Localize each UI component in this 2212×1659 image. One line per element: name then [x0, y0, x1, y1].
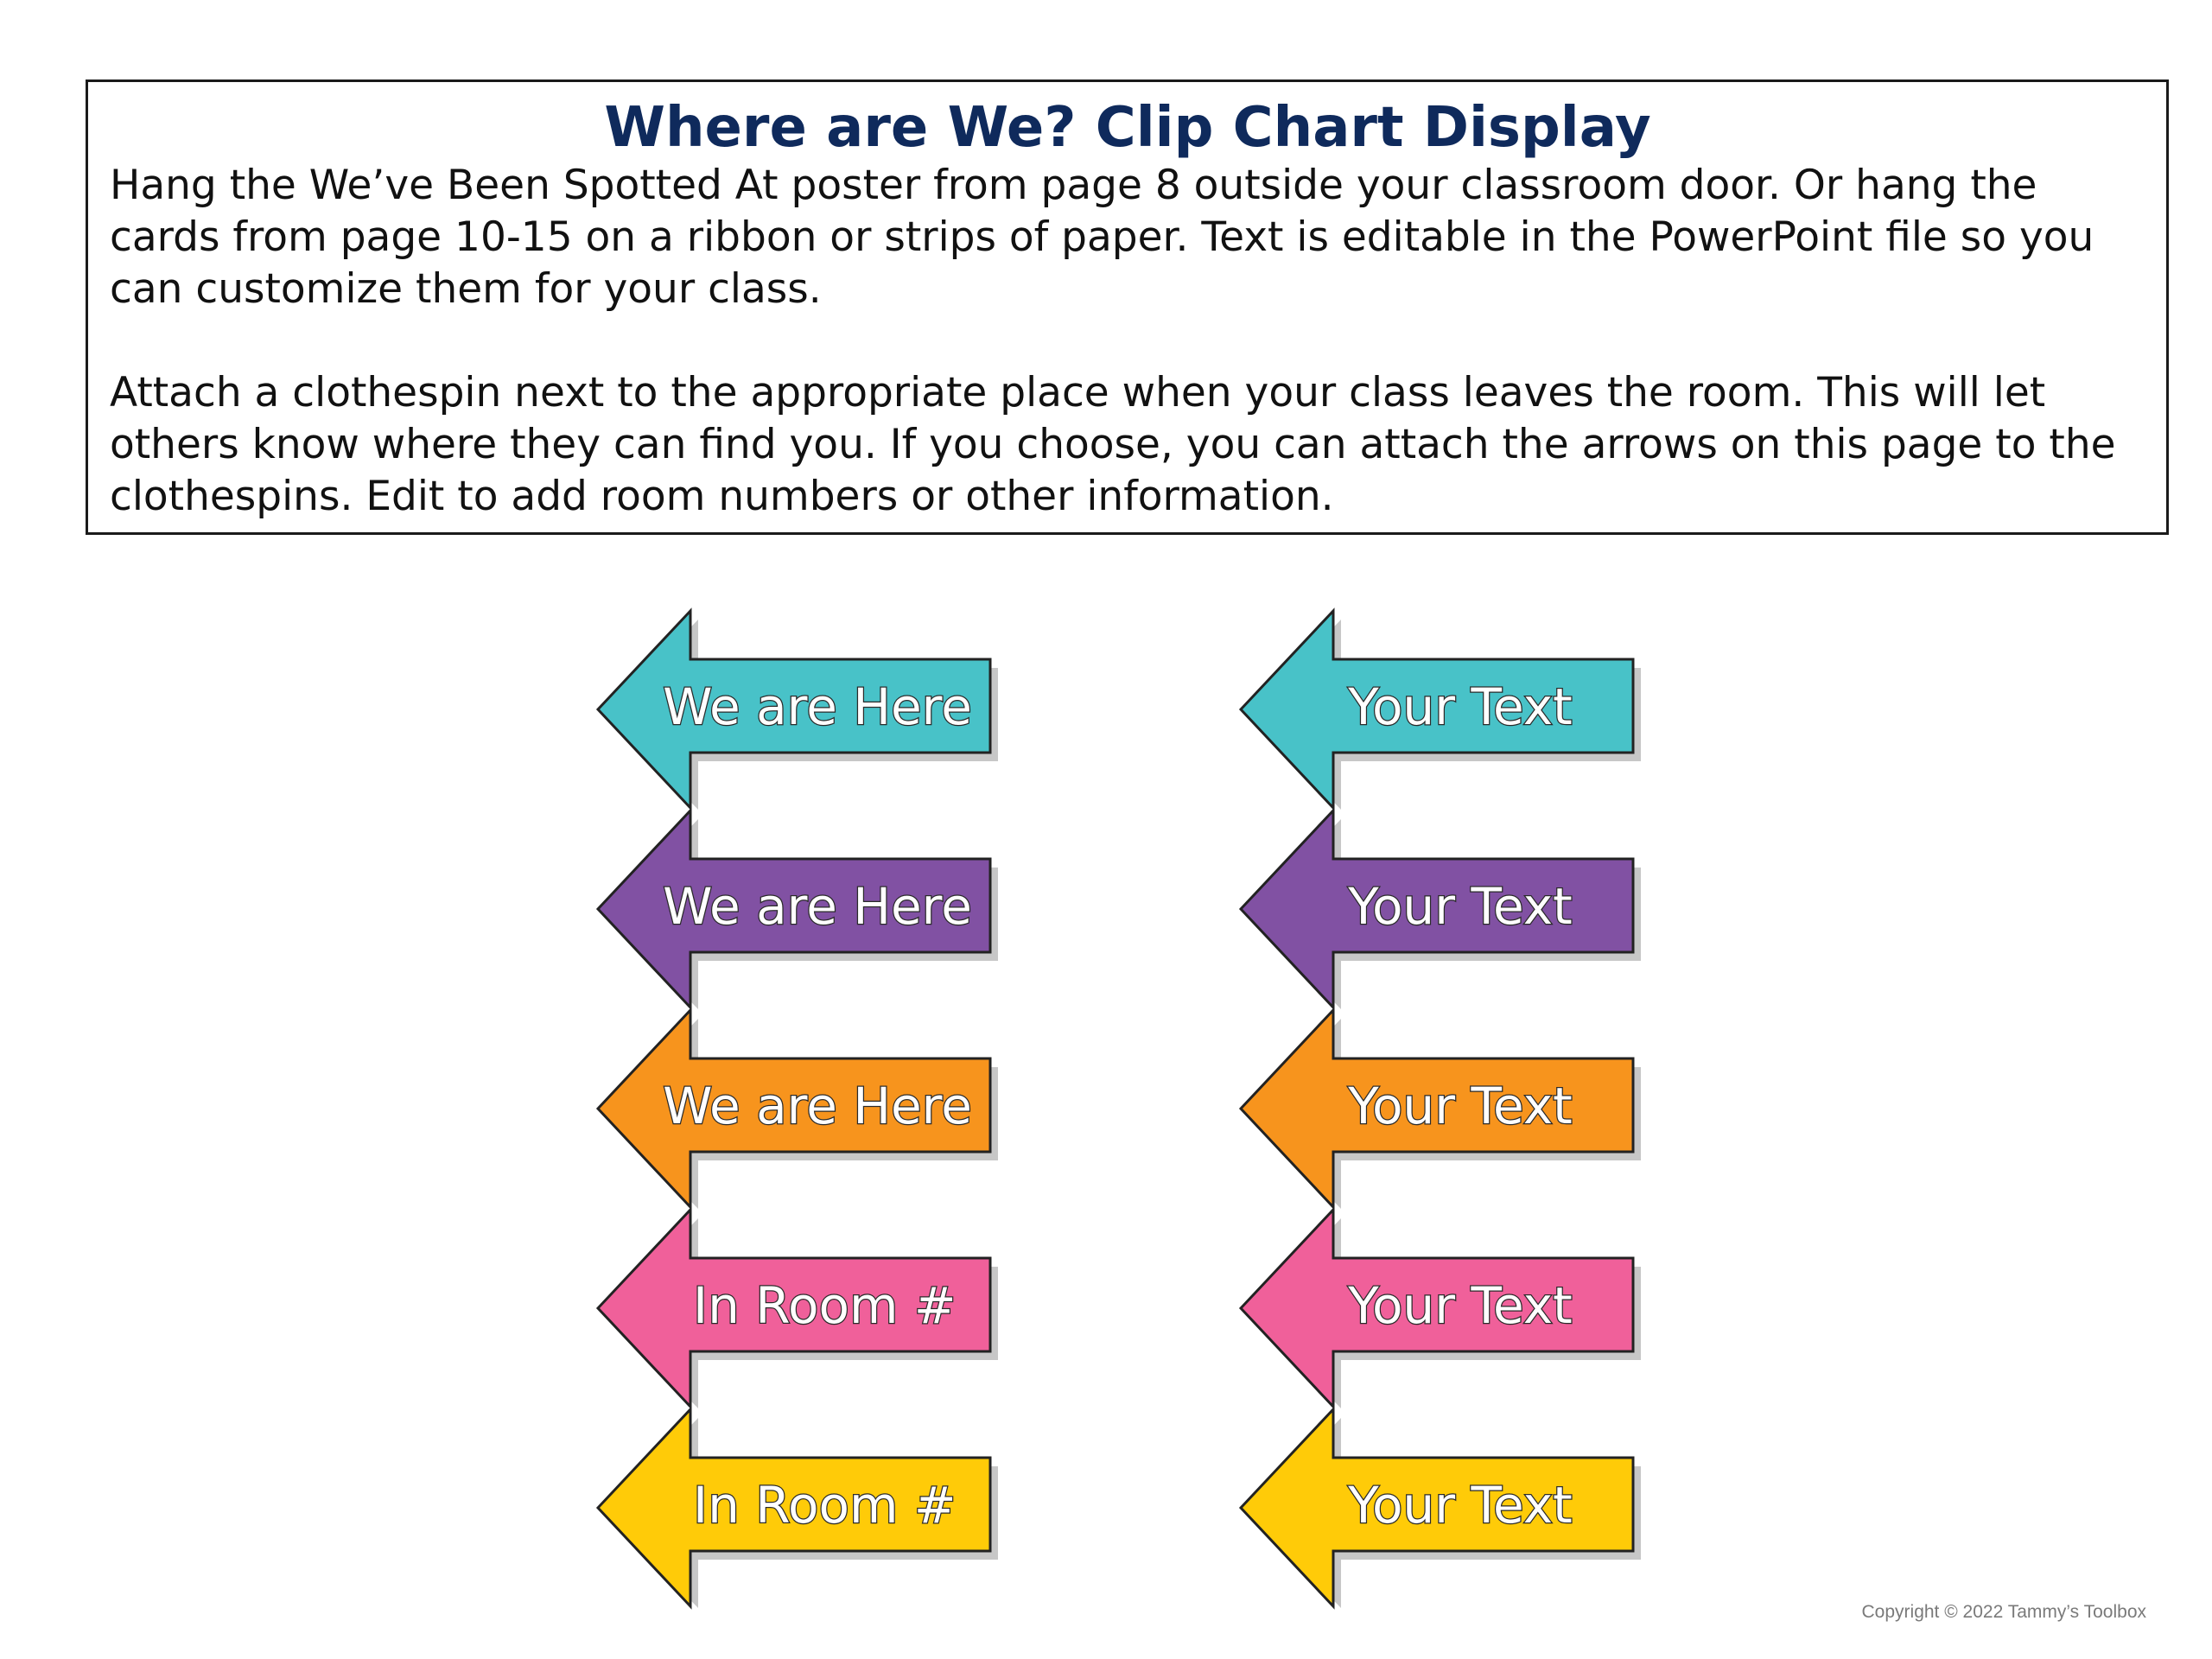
arrow-card-in-room-yellow: [598, 1409, 995, 1606]
arrow-card-your-text-purple: [1241, 810, 1638, 1007]
arrow-label: Your Text: [1348, 677, 1573, 736]
instructions-box: [86, 79, 2169, 535]
arrow-card-your-text-yellow: [1241, 1409, 1638, 1606]
arrow-label: In Room #: [693, 1276, 957, 1335]
arrow-card-your-text-orange: [1241, 1010, 1638, 1207]
arrow-label: Your Text: [1348, 1476, 1573, 1535]
arrow-card-we-are-here-teal: [598, 611, 995, 808]
arrow-card-we-are-here-orange: [598, 1010, 995, 1207]
arrow-card-we-are-here-purple: [598, 810, 995, 1007]
copyright-notice: Copyright © 2022 Tammy’s Toolbox: [1861, 1602, 2146, 1622]
instructions-paragraph-1: Hang the We’ve Been Spotted At poster from page 8 outside your classroom door. Or hang the cards from page 10-15 on a ribbon or strips of paper. Text is editable in the PowerPoint file so you can customize them for your class.: [110, 162, 2094, 313]
arrow-label: Your Text: [1348, 877, 1573, 936]
arrow-label: We are Here: [663, 677, 972, 736]
instructions-paragraph-2: Attach a clothespin next to the appropriate place when your class leaves the room. This will let others know where they can find you. If you choose, you can attach the arrows on this page to the clothespins. Edit to add room numbers or other information.: [110, 369, 2116, 520]
arrow-card-in-room-pink: [598, 1210, 995, 1407]
page-title: Where are We? Clip Chart Display: [604, 96, 1651, 160]
arrow-label: Your Text: [1348, 1276, 1573, 1335]
arrow-label: In Room #: [693, 1476, 957, 1535]
arrow-label: We are Here: [663, 1077, 972, 1135]
arrow-card-your-text-pink: [1241, 1210, 1638, 1407]
arrow-card-your-text-teal: [1241, 611, 1638, 808]
arrow-label: Your Text: [1348, 1077, 1573, 1135]
arrow-label: We are Here: [663, 877, 972, 936]
